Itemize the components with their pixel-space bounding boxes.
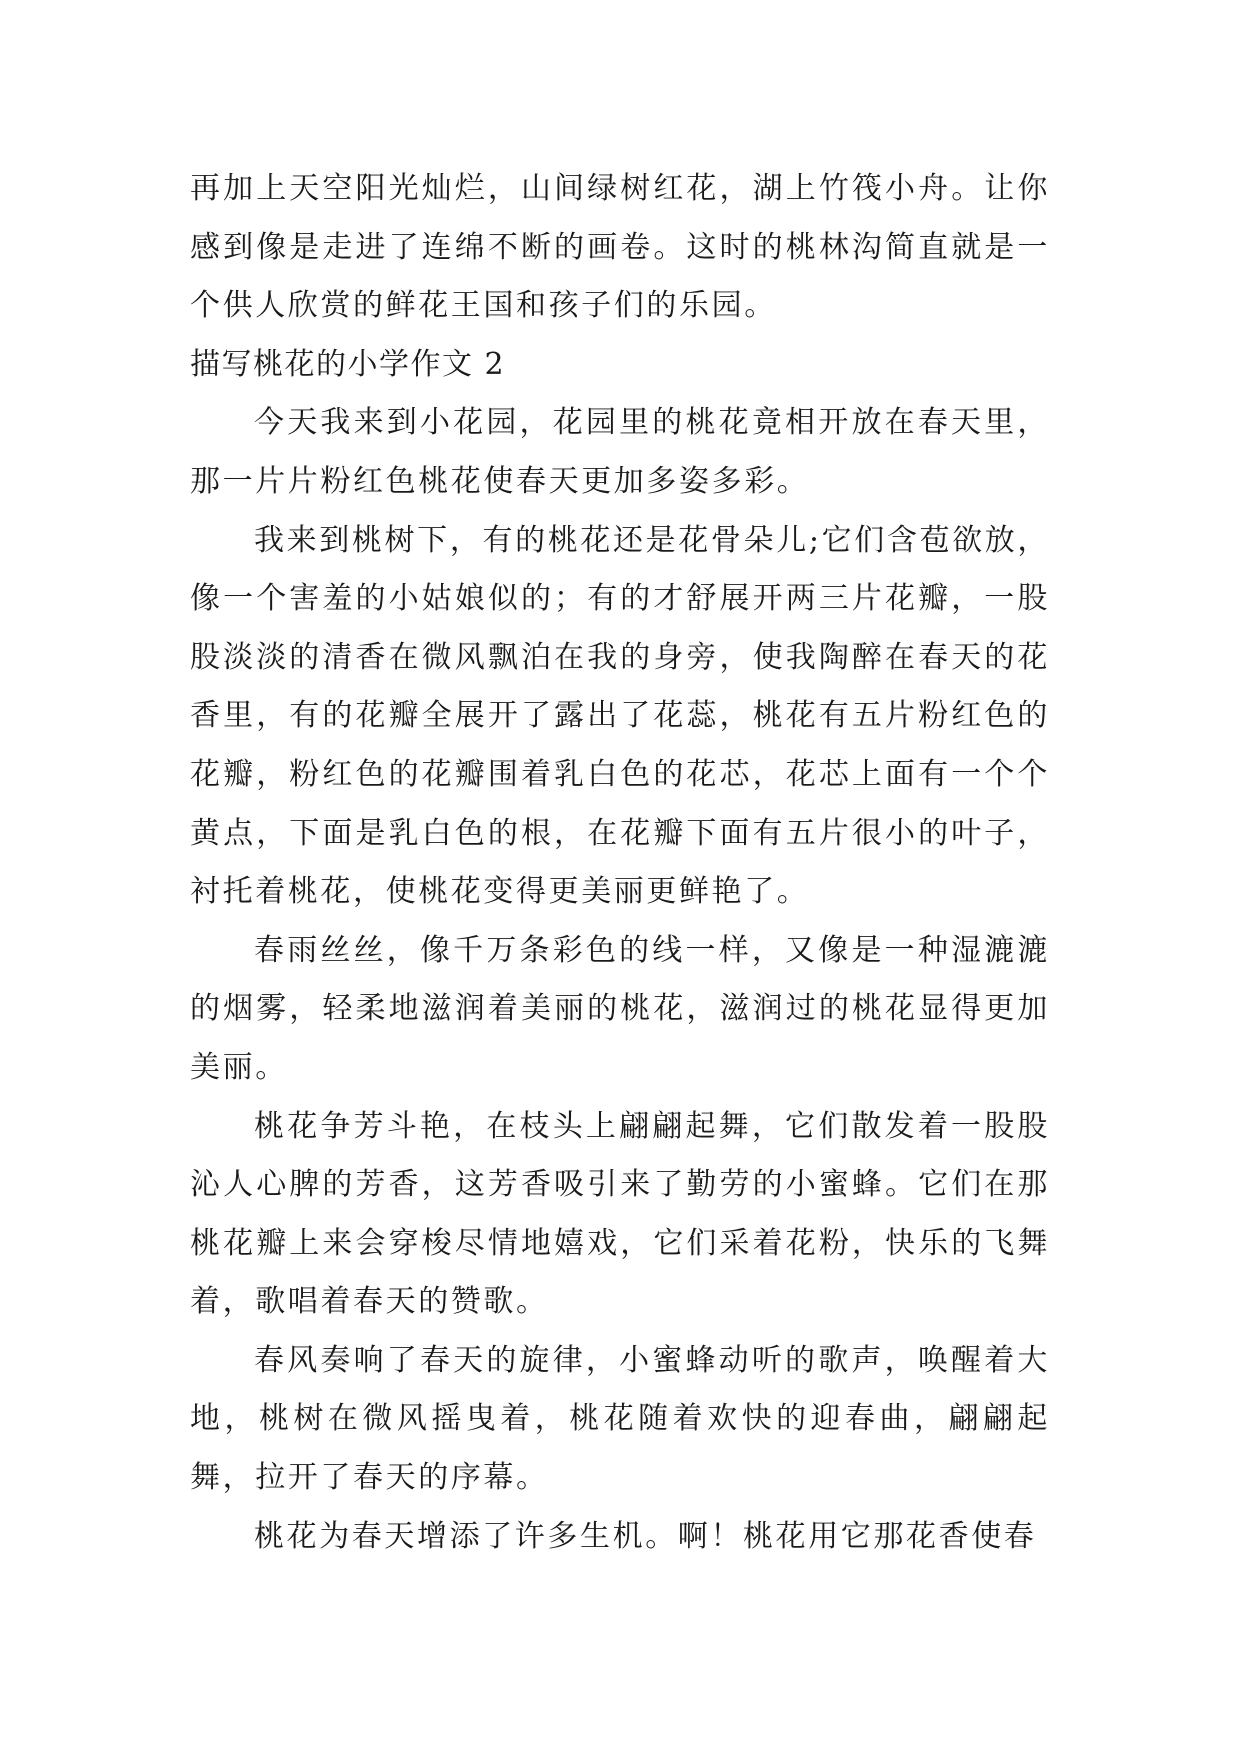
section-heading: 描写桃花的小学作文 2 (190, 346, 506, 382)
paragraph-continued: 再加上天空阳光灿烂，山间绿树红花，湖上竹筏小舟。让你感到像是走进了连绵不断的画卷。这时的桃林沟简直就是一个供人欣赏的鲜花王国和孩子们的乐园。 (190, 171, 1050, 324)
document-body (190, 160, 1050, 1566)
paragraph-bees: 桃花争芳斗艳，在枝头上翩翩起舞，它们散发着一股股沁人心脾的芳香，这芳香吸引来了勤劳的小蜜蜂。它们在那桃花瓣上来会穿梭尽情地嬉戏，它们采着花粉，快乐的飞舞着，歌唱着春天的赞歌。 (190, 1108, 1050, 1320)
paragraph-closing-partial: 桃花为春天增添了许多生机。啊！桃花用它那花香使春 (254, 1518, 1037, 1554)
paragraph-spring-rain: 春雨丝丝，像千万条彩色的线一样，又像是一种湿漉漉的烟雾，轻柔地滋润着美丽的桃花，滋润过的桃花显得更加美丽。 (190, 932, 1050, 1085)
paragraph-intro: 今天我来到小花园，花园里的桃花竟相开放在春天里，那一片片粉红色桃花使春天更加多姿多彩。 (190, 405, 1050, 499)
paragraph-peach-blossom-detail: 我来到桃树下，有的桃花还是花骨朵儿;它们含苞欲放，像一个害羞的小姑娘似的；有的才舒展开两三片花瓣，一股股淡淡的清香在微风飘泊在我的身旁，使我陶醉在春天的花香里，有的花瓣全展开了露出了花蕊，桃花有五片粉红色的花瓣，粉红色的花瓣围着乳白色的花芯，花芯上面有一个个黄点，下面是乳白色的根，在花瓣下面有五片很小的叶子，衬托着桃花，使桃花变得更美丽更鲜艳了。 (190, 522, 1050, 910)
paragraph-spring-wind: 春风奏响了春天的旋律，小蜜蜂动听的歌声，唤醒着大地，桃树在微风摇曳着，桃花随着欢快的迎春曲，翩翩起舞，拉开了春天的序幕。 (190, 1342, 1050, 1496)
